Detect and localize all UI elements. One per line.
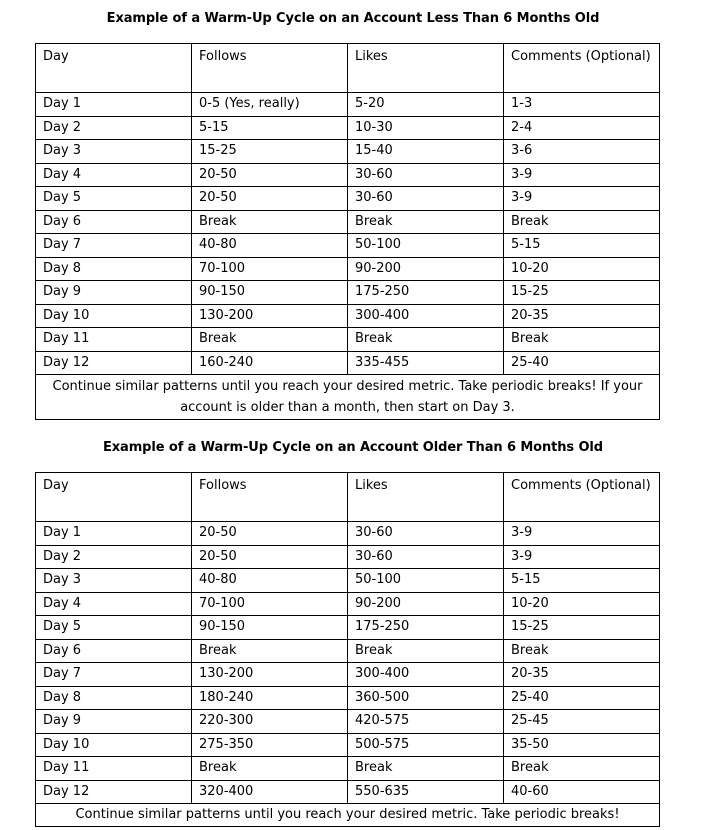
column-header: Comments (Optional) [504, 44, 660, 93]
table-cell: Break [192, 328, 348, 352]
table-row [36, 757, 660, 781]
table-row [36, 686, 660, 710]
warmup-table-older-account [35, 472, 660, 827]
table-row [36, 545, 660, 569]
footer-note: Continue similar patterns until you reach your desired metric. Take periodic breaks! If your account is older than a month, then start on Day 3. [36, 375, 660, 420]
table-cell: Day 4 [36, 592, 192, 616]
table-cell: Day 9 [36, 710, 192, 734]
table-cell: 20-50 [192, 522, 348, 546]
table-cell: Day 2 [36, 116, 192, 140]
table-cell: 300-400 [348, 663, 504, 687]
table-cell: 320-400 [192, 780, 348, 804]
table1-title: Example of a Warm-Up Cycle on an Account Less Than 6 Months Old [106, 11, 600, 26]
header-row [36, 44, 660, 93]
table-cell: 70-100 [192, 257, 348, 281]
table-cell: 30-60 [348, 545, 504, 569]
table-cell: Day 7 [36, 234, 192, 258]
table-cell: Break [192, 757, 348, 781]
table-cell: Day 7 [36, 663, 192, 687]
table-row [36, 93, 660, 117]
table-cell: 300-400 [348, 304, 504, 328]
table-cell: Day 2 [36, 545, 192, 569]
table-cell: 180-240 [192, 686, 348, 710]
table-cell: Break [348, 757, 504, 781]
table-row [36, 522, 660, 546]
table-cell: 10-20 [504, 592, 660, 616]
column-header: Likes [348, 44, 504, 93]
table-cell: 3-6 [504, 140, 660, 164]
table-row [36, 281, 660, 305]
table-cell: Day 11 [36, 328, 192, 352]
table-row [36, 304, 660, 328]
footer-note: Continue similar patterns until you reach your desired metric. Take periodic breaks! [36, 804, 660, 827]
table-cell: Day 8 [36, 686, 192, 710]
table-row [36, 592, 660, 616]
table-cell: Day 9 [36, 281, 192, 305]
table-cell: 420-575 [348, 710, 504, 734]
table-cell: 175-250 [348, 616, 504, 640]
table-cell: 5-15 [504, 234, 660, 258]
table-row [36, 710, 660, 734]
table-cell: Break [504, 210, 660, 234]
table-cell: 40-60 [504, 780, 660, 804]
table-cell: 10-30 [348, 116, 504, 140]
table-cell: 5-20 [348, 93, 504, 117]
table-cell: 275-350 [192, 733, 348, 757]
table-cell: 15-40 [348, 140, 504, 164]
table-cell: 5-15 [504, 569, 660, 593]
table-cell: 50-100 [348, 234, 504, 258]
table-cell: Day 5 [36, 616, 192, 640]
table-cell: 20-50 [192, 187, 348, 211]
table-cell: 335-455 [348, 351, 504, 375]
table-cell: Break [348, 639, 504, 663]
column-header: Follows [192, 473, 348, 522]
table-row [36, 140, 660, 164]
table-cell: 25-40 [504, 686, 660, 710]
table-cell: 20-50 [192, 163, 348, 187]
column-header: Follows [192, 44, 348, 93]
table2-title: Example of a Warm-Up Cycle on an Account Older Than 6 Months Old [102, 440, 603, 455]
table-row [36, 639, 660, 663]
table-cell: Day 8 [36, 257, 192, 281]
table-cell: 20-35 [504, 663, 660, 687]
table-row [36, 663, 660, 687]
table-cell: 70-100 [192, 592, 348, 616]
table-cell: Day 1 [36, 93, 192, 117]
table-cell: 20-50 [192, 545, 348, 569]
table-cell: 3-9 [504, 545, 660, 569]
table-cell: Day 11 [36, 757, 192, 781]
column-header: Likes [348, 473, 504, 522]
table-cell: 15-25 [192, 140, 348, 164]
warmup-table-new-account [35, 43, 660, 420]
table-cell: Break [504, 757, 660, 781]
table-cell: 10-20 [504, 257, 660, 281]
table-cell: 175-250 [348, 281, 504, 305]
table-cell: 35-50 [504, 733, 660, 757]
table-cell: Day 3 [36, 140, 192, 164]
table-cell: Break [504, 639, 660, 663]
table-cell: Day 4 [36, 163, 192, 187]
table-cell: 40-80 [192, 234, 348, 258]
table-cell: 90-200 [348, 257, 504, 281]
table-cell: Day 12 [36, 351, 192, 375]
table-cell: Day 6 [36, 639, 192, 663]
table-cell: Break [348, 210, 504, 234]
table-cell: 15-25 [504, 616, 660, 640]
table-cell: Day 6 [36, 210, 192, 234]
table-cell: 0-5 (Yes, really) [192, 93, 348, 117]
table-cell: 130-200 [192, 304, 348, 328]
table-cell: 25-45 [504, 710, 660, 734]
table-row [36, 328, 660, 352]
table-cell: Day 10 [36, 733, 192, 757]
table-cell: 90-150 [192, 281, 348, 305]
footer-row [36, 804, 660, 827]
table-cell: Day 1 [36, 522, 192, 546]
table-cell: 3-9 [504, 187, 660, 211]
table-row [36, 616, 660, 640]
table-cell: 130-200 [192, 663, 348, 687]
header-row [36, 473, 660, 522]
table-cell: Day 5 [36, 187, 192, 211]
table-cell: 500-575 [348, 733, 504, 757]
table-cell: 25-40 [504, 351, 660, 375]
table-cell: 30-60 [348, 187, 504, 211]
column-header: Day [36, 44, 192, 93]
table-cell: Break [192, 639, 348, 663]
table-row [36, 780, 660, 804]
table-cell: 90-150 [192, 616, 348, 640]
footer-row [36, 375, 660, 420]
table-cell: Break [504, 328, 660, 352]
table-cell: 90-200 [348, 592, 504, 616]
table-row [36, 733, 660, 757]
column-header: Comments (Optional) [504, 473, 660, 522]
table-cell: Day 3 [36, 569, 192, 593]
table-row [36, 569, 660, 593]
table-cell: 1-3 [504, 93, 660, 117]
table-row [36, 116, 660, 140]
table-cell: 360-500 [348, 686, 504, 710]
table-cell: Day 10 [36, 304, 192, 328]
column-header: Day [36, 473, 192, 522]
table-cell: Break [348, 328, 504, 352]
table-row [36, 163, 660, 187]
table-cell: Day 12 [36, 780, 192, 804]
table-cell: 160-240 [192, 351, 348, 375]
table-row [36, 257, 660, 281]
table-row [36, 187, 660, 211]
table-cell: 40-80 [192, 569, 348, 593]
table-cell: 3-9 [504, 522, 660, 546]
table-cell: 550-635 [348, 780, 504, 804]
table-cell: 30-60 [348, 522, 504, 546]
table-cell: 3-9 [504, 163, 660, 187]
table-cell: 50-100 [348, 569, 504, 593]
table-row [36, 210, 660, 234]
table-cell: 20-35 [504, 304, 660, 328]
table-cell: 220-300 [192, 710, 348, 734]
table-cell: 5-15 [192, 116, 348, 140]
table-cell: 15-25 [504, 281, 660, 305]
table-cell: 30-60 [348, 163, 504, 187]
table-row [36, 351, 660, 375]
table-cell: 2-4 [504, 116, 660, 140]
table-cell: Break [192, 210, 348, 234]
table-row [36, 234, 660, 258]
